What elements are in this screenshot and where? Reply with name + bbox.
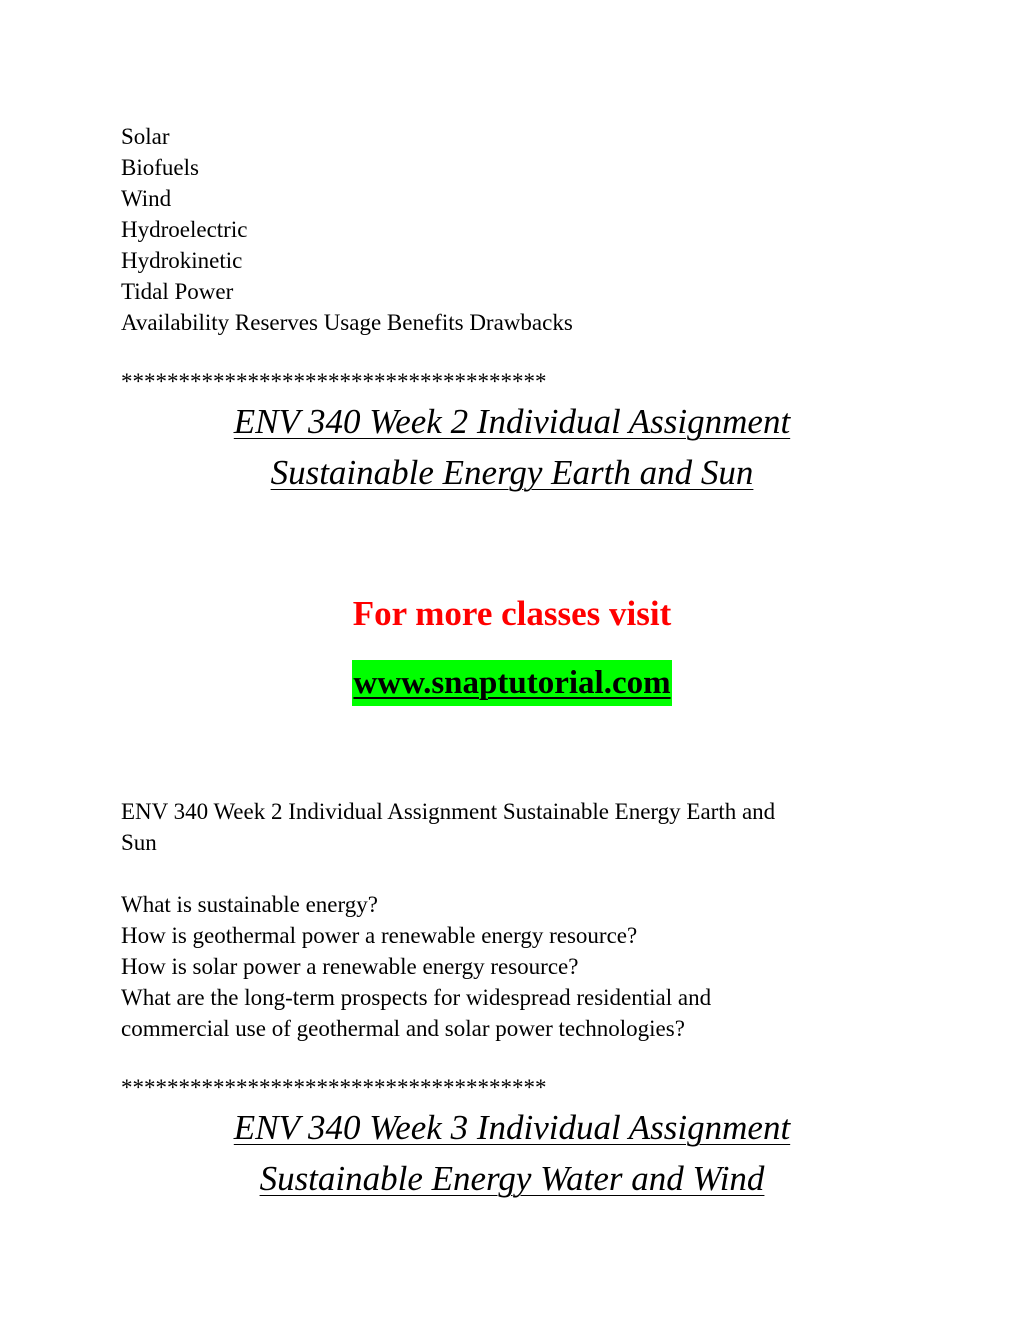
list-item: Wind <box>121 186 172 211</box>
question-item: How is solar power a renewable energy resource? <box>121 954 579 979</box>
list-item: Tidal Power <box>121 279 234 304</box>
question-item: What are the long-term prospects for widespread residential and <box>121 985 712 1010</box>
list-item: Biofuels <box>121 155 199 180</box>
list-item: Solar <box>121 124 170 149</box>
week2-description <box>121 796 911 858</box>
question-item: What is sustainable energy? <box>121 892 378 917</box>
link-container <box>0 660 1024 706</box>
list-item: Hydrokinetic <box>121 248 243 273</box>
heading-week3-line2: Sustainable Energy Water and Wind <box>259 1159 765 1198</box>
list-item: Hydroelectric <box>121 217 248 242</box>
heading-week3-line1: ENV 340 Week 3 Individual Assignment <box>233 1108 791 1147</box>
snaptutorial-link[interactable]: www.snaptutorial.com <box>352 660 671 706</box>
heading-week2-line2: Sustainable Energy Earth and Sun <box>270 453 754 492</box>
question-item: How is geothermal power a renewable energy resource? <box>121 923 638 948</box>
separator: ************************************* <box>121 369 547 394</box>
heading-week2-line1: ENV 340 Week 2 Individual Assignment <box>233 402 791 441</box>
visit-text: For more classes visit <box>352 594 672 633</box>
description-title-line: ENV 340 Week 2 Individual Assignment Sustainable Energy Earth and <box>121 799 776 824</box>
separator: ************************************* <box>121 1075 547 1100</box>
description-title-line: Sun <box>121 830 157 855</box>
question-item: commercial use of geothermal and solar power technologies? <box>121 1016 685 1041</box>
topic-list <box>121 121 911 338</box>
week2-questions <box>121 889 911 1044</box>
list-item: Availability Reserves Usage Benefits Drawbacks <box>121 310 573 335</box>
